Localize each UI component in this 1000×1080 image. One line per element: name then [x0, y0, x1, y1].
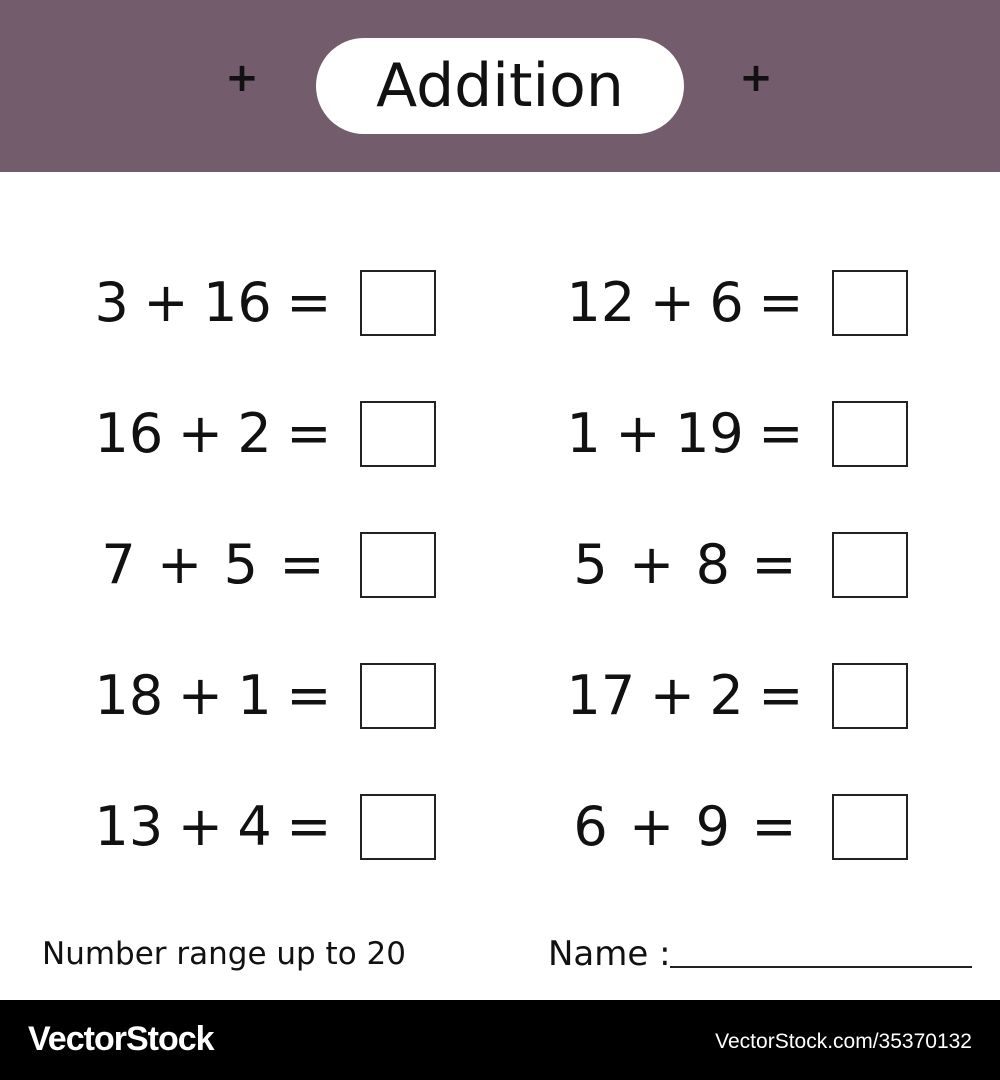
equals-sign: =	[751, 795, 797, 858]
problem-row	[552, 401, 908, 467]
addend-a: 5	[573, 533, 608, 596]
addend-b: 19	[675, 402, 744, 465]
plus-sign: +	[177, 795, 223, 858]
plus-sign: +	[629, 533, 675, 596]
answer-box[interactable]	[832, 532, 908, 598]
addend-b: 6	[709, 271, 744, 334]
plus-sign: +	[157, 533, 203, 596]
answer-box[interactable]	[832, 401, 908, 467]
addend-b: 16	[203, 271, 272, 334]
equals-sign: =	[286, 271, 332, 334]
equation	[552, 795, 832, 858]
equation	[552, 533, 832, 596]
plus-sign: +	[615, 402, 661, 465]
addend-a: 13	[94, 795, 164, 858]
worksheet-title: Addition	[376, 51, 624, 121]
header-banner	[0, 0, 1000, 172]
equation	[80, 402, 360, 465]
equals-sign: =	[286, 402, 332, 465]
answer-box[interactable]	[832, 794, 908, 860]
equation	[552, 402, 832, 465]
name-label: Name :	[548, 934, 671, 974]
answer-box[interactable]	[832, 663, 908, 729]
addend-b: 8	[695, 533, 730, 596]
addend-b: 5	[223, 533, 258, 596]
problem-row	[552, 663, 908, 729]
equals-sign: =	[758, 664, 804, 727]
problem-row	[80, 663, 436, 729]
addend-a: 7	[101, 533, 136, 596]
equation	[80, 664, 360, 727]
answer-box[interactable]	[360, 532, 436, 598]
answer-box[interactable]	[360, 401, 436, 467]
addend-a: 6	[573, 795, 608, 858]
problem-row	[80, 532, 436, 598]
title-pill	[316, 38, 684, 134]
problem-row	[552, 794, 908, 860]
equals-sign: =	[286, 795, 332, 858]
image-url-text: VectorStock.com/35370132	[715, 1030, 972, 1053]
number-range-label: Number range up to 20	[42, 936, 406, 972]
addend-a: 17	[566, 664, 636, 727]
addend-b: 2	[709, 664, 744, 727]
plus-sign: +	[177, 402, 223, 465]
problem-row	[80, 270, 436, 336]
addend-a: 16	[94, 402, 164, 465]
equation	[552, 271, 832, 334]
watermark-bar	[0, 1000, 1000, 1080]
plus-sign: +	[143, 271, 189, 334]
vectorstock-logo: VectorStock	[28, 1020, 214, 1058]
answer-box[interactable]	[360, 663, 436, 729]
problem-row	[552, 532, 908, 598]
plus-decoration-left: +	[225, 55, 259, 101]
answer-box[interactable]	[832, 270, 908, 336]
equation	[80, 533, 360, 596]
addend-b: 4	[237, 795, 272, 858]
problem-row	[80, 401, 436, 467]
equation	[80, 271, 360, 334]
plus-sign: +	[177, 664, 223, 727]
equation	[552, 664, 832, 727]
equals-sign: =	[279, 533, 325, 596]
equals-sign: =	[758, 271, 804, 334]
plus-sign: +	[649, 664, 695, 727]
equals-sign: =	[751, 533, 797, 596]
plus-sign: +	[649, 271, 695, 334]
addend-b: 9	[695, 795, 730, 858]
plus-decoration-right: +	[739, 55, 773, 101]
addend-a: 3	[94, 271, 129, 334]
problem-row	[552, 270, 908, 336]
addend-a: 1	[566, 402, 601, 465]
answer-box[interactable]	[360, 270, 436, 336]
addend-a: 12	[566, 271, 636, 334]
problem-row	[80, 794, 436, 860]
addend-a: 18	[94, 664, 164, 727]
answer-box[interactable]	[360, 794, 436, 860]
addend-b: 2	[237, 402, 272, 465]
equals-sign: =	[286, 664, 332, 727]
name-field-line[interactable]	[670, 966, 972, 968]
addend-b: 1	[237, 664, 272, 727]
plus-sign: +	[629, 795, 675, 858]
equals-sign: =	[758, 402, 804, 465]
equation	[80, 795, 360, 858]
